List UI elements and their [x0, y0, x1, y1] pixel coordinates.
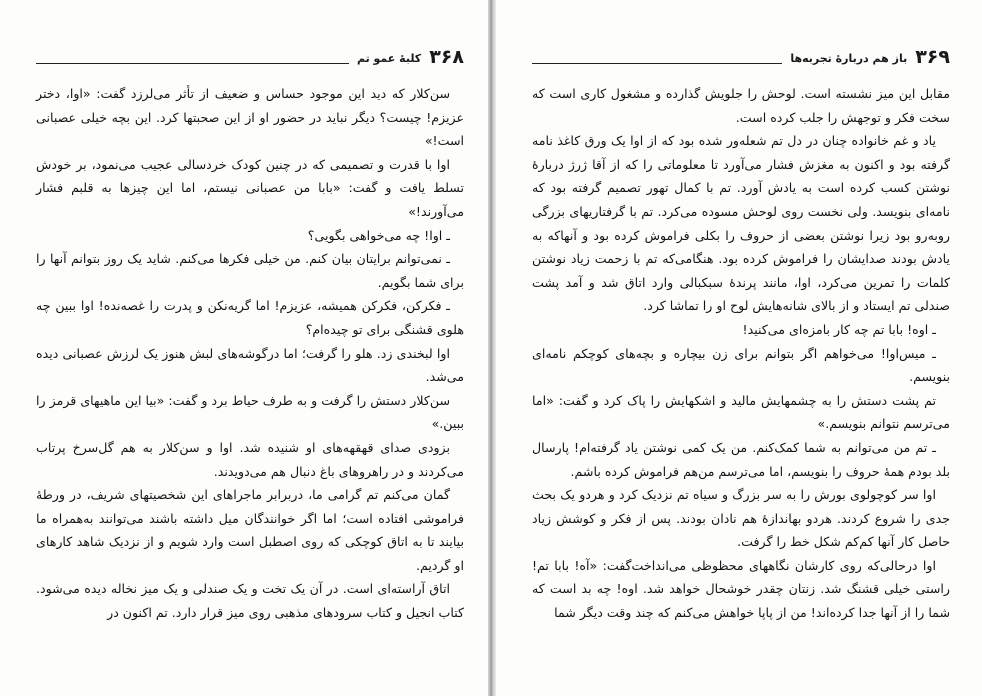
paragraph: مقابل این میز نشسته است. لوحش را جلویش گذارده و مشغول کاری است که سخت فکر و توجهش را جلب کرده است. [532, 86, 950, 125]
paragraph: گمان می‌کنم تم گرامی ما، دربرابر ماجراهای این شخصیتهای شریف، در ورطهٔ فراموشی افتاده است؛ اما اگر خوانندگان میل داشته باشند می‌توانند به‌همراه ما بیایند تا به اتاق کوچکی که روی اصطبل است وارد شویم و از نزدیک شاهد کارهای او گردیم. [36, 487, 464, 573]
dialogue-line: ـ فکرکن، فکرکن همیشه، عزیزم! اما گریه‌نکن و پدرت را غصه‌نده! اوا ببین چه هلوی قشنگی برای تو چیده‌ام؟ [36, 298, 464, 337]
right-page-body [532, 82, 950, 625]
paragraph: بزودی صدای قهقهه‌های او شنیده شد. اوا و سن‌کلار به هم گل‌سرخ پرتاب می‌کردند و در راهروهای باغ دنبال هم می‌دویدند. [36, 439, 464, 479]
dialogue-line: ـ اوه! بابا تم چه کار بامزه‌ای می‌کنید! [742, 321, 936, 337]
paragraph: سن‌کلار دستش را گرفت و به طرف حیاط برد و گفت: «بیا این ماهیهای قرمز را ببین.» [36, 392, 464, 432]
left-page-body [36, 82, 464, 625]
paragraph: اوا با قدرت و تصمیمی که در چنین کودک خردسالی عجیب می‌نمود، بر خودش تسلط یافت و گفت: «بابا من عصبانی نیستم، اما این چیزها به قلبم فشار می‌آورند!» [36, 156, 464, 219]
running-title: باز هم دربارهٔ تجربه‌ها [790, 52, 908, 65]
dialogue-line: ـ تم من می‌توانم به شما کمک‌کنم. من یک کمی نوشتن یاد گرفته‌ام! پارسال بلد بودم همهٔ حروف را بنویسم، اما می‌ترسم من‌هم فراموش کرده باشم. [532, 439, 950, 479]
running-title: کلبهٔ عمو تم [356, 52, 422, 65]
paragraph: اوا درحالی‌که روی کارشان نگاههای محظوظی می‌انداخت‌گفت: «آه! بابا تم! راستی خیلی قشنگ شد. زنتان چقدر خوشحال خواهد شد. اوه! چه بد است که شما را از آنها جدا کرده‌اند! من از پاپا خواهش می‌کنم که چند وقت دیگر شما [532, 557, 950, 621]
dialogue-line: ـ نمی‌توانم برایتان بیان کنم. من خیلی فکرها می‌کنم. شاید یک روز بتوانم آنها را برای شما بگویم. [36, 251, 464, 290]
paragraph: اوا سر کوچولوی بورش را به سر بزرگ و سیاه تم نزدیک کرد و هردو یک بحث جدی را شروع کردند. هردو بهاندازهٔ هم نادان بودند. پس از فکر و کوشش زیاد حاصل کار آنها کم‌کم شکل خط را گرفت. [532, 487, 950, 550]
page-number: ۳۶۸ [429, 46, 464, 68]
dialogue-line: ـ اوا! چه می‌خواهی بگویی؟ [307, 227, 450, 243]
paragraph: تم پشت دستش را به چشمهایش مالید و اشکهایش را پاک کرد و گفت: «اما می‌ترسم نتوانم بنویسم.» [532, 392, 950, 432]
header-rule [36, 63, 349, 64]
left-page-header [36, 40, 464, 68]
paragraph: یاد و غم خانواده چنان در دل تم شعله‌ور شده بود که از اوا یک ورق کاغذ نامه گرفته بود و اکنون به مغزش فشار می‌آورد تا معلوماتی را که از آقا ژرژ دربارهٔ نوشتن کسب کرده است به یادش آورد. تم با کمال تهور تصمیم گرفته بود که نامه‌ای بنویسد. ولی نخست روی لوحش مسوده می‌کرد. تم با گرفتاریهای بزرگی روبه‌رو بود زیرا نوشتن بعضی از حروف را بکلی فراموش کرده بود و آنهاکه به یادش بودند صدایشان را فراموش کرده بود. هنگامی‌که تم با زحمت زیاد نوشتن کلمات را تمرین می‌کرد، اوا، مانند پرندهٔ سبکبالی وارد اتاق شد و آمد پشت صندلی تم ایستاد و از بالای شانه‌هایش لوح او را تماشا کرد. [532, 133, 950, 314]
paragraph: اوا لبخندی زد. هلو را گرفت؛ اما درگوشه‌های لبش هنوز یک لرزش عصبانی دیده می‌شد. [36, 345, 464, 385]
paragraph: اتاق آراسته‌ای است. در آن یک تخت و یک صندلی و یک میز نخاله دیده می‌شود. کتاب انجیل و کتاب سرودهای مذهبی روی میز قرار دارد. تم اکنون در [36, 581, 464, 621]
right-page-header [532, 40, 950, 68]
book-gutter [488, 0, 496, 696]
header-rule [532, 63, 782, 64]
dialogue-line: ـ میس‌اوا! می‌خواهم اگر بتوانم برای زن بیچاره و بچه‌های کوچکم نامه‌ای بنویسم. [532, 345, 950, 385]
page-number: ۳۶۹ [915, 46, 950, 68]
paragraph: سن‌کلار که دید این موجود حساس و ضعیف از تأثر می‌لرزد گفت: «اوا، دختر عزیزم! چیست؟ دیگر نباید در حضور او از این صحبتها کرد. این بچه خیلی عصبانی است!» [36, 86, 464, 149]
left-page [0, 0, 488, 696]
right-page [496, 0, 982, 696]
